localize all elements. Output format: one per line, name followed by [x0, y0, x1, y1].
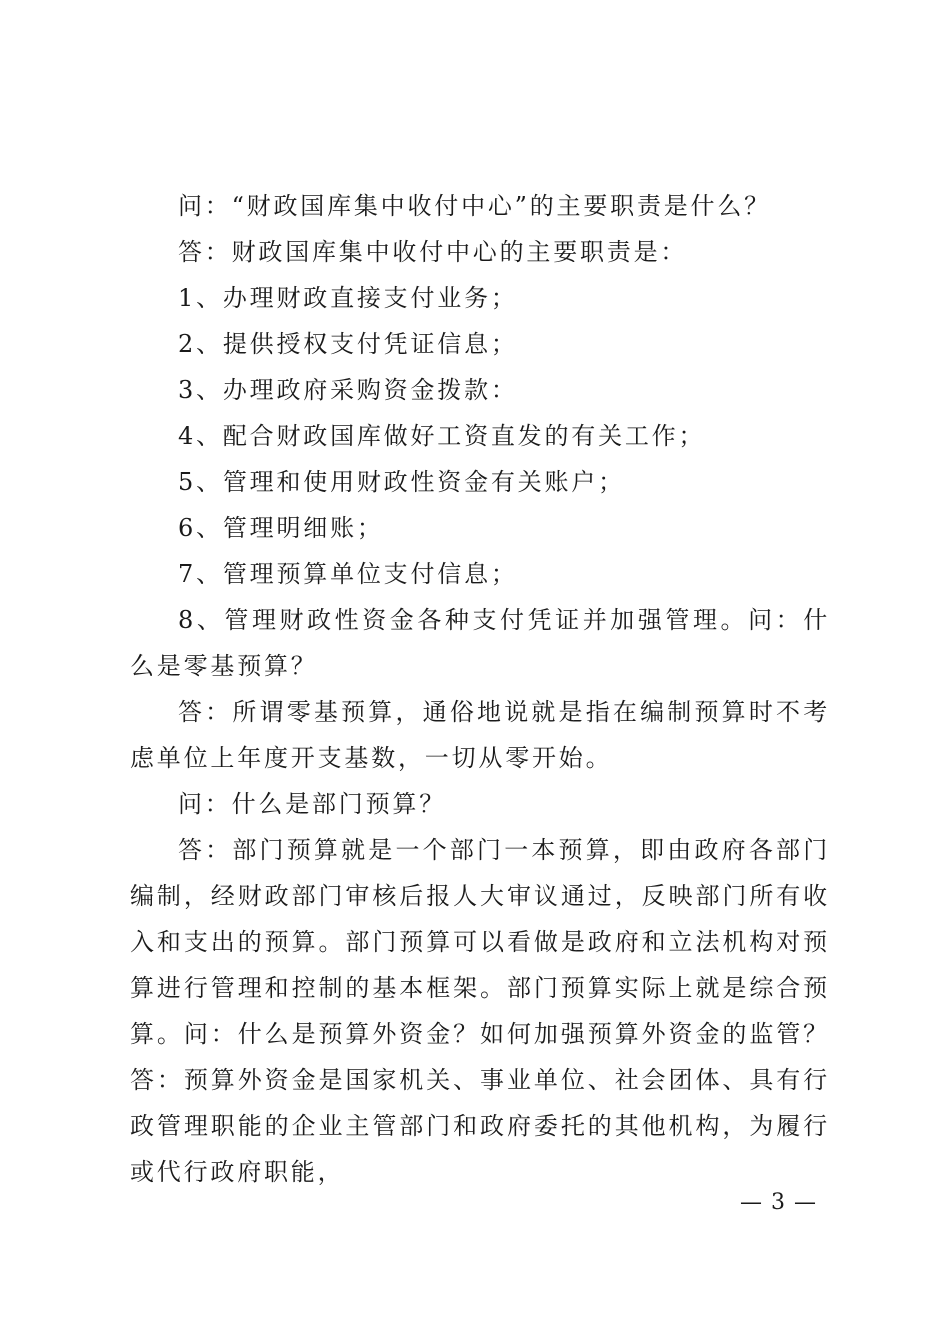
page-number: — 3 — [740, 1190, 817, 1215]
answer-zero-based-budget: 答：所谓零基预算，通俗地说就是指在编制预算时不考虑单位上年度开支基数，一切从零开始。 [130, 698, 830, 772]
question-treasury-center: 问：“财政国库集中收付中心”的主要职责是什么？ [178, 192, 771, 220]
duty-item-7: 7、管理预算单位支付信息； [178, 560, 518, 588]
question-department-budget: 问：什么是部门预算？ [178, 790, 446, 818]
duty-item-3: 3、办理政府采购资金拨款： [178, 376, 518, 404]
duty-item-5: 5、管理和使用财政性资金有关账户； [178, 468, 625, 496]
duty-item-4: 4、配合财政国库做好工资直发的有关工作； [178, 422, 706, 450]
answer-department-budget: 答：部门预算就是一个部门一本预算，即由政府各部门编制，经财政部门审核后报人大审议通过，反映部门所有收入和支出的预算。部门预算可以看做是政府和立法机构对预算进行管理和控制的基本框架。部门预算实际上就是综合预算。问：什么是预算外资金？如何加强预算外资金的监管？答：预算外资金是国家机关、事业单位、社会团体、具有行政管理职能的企业主管部门和政府委托的其他机构，为履行或代行政府职能， [130, 836, 830, 1186]
duty-item-1: 1、办理财政直接支付业务； [178, 284, 518, 312]
duty-item-8-and-question-zero-based: 8、管理财政性资金各种支付凭证并加强管理。问：什么是零基预算？ [130, 606, 830, 680]
document-body [130, 183, 830, 1195]
duty-item-6: 6、管理明细账； [178, 514, 384, 542]
answer-treasury-center: 答：财政国库集中收付中心的主要职责是： [178, 238, 688, 266]
duty-item-2: 2、提供授权支付凭证信息； [178, 330, 518, 358]
